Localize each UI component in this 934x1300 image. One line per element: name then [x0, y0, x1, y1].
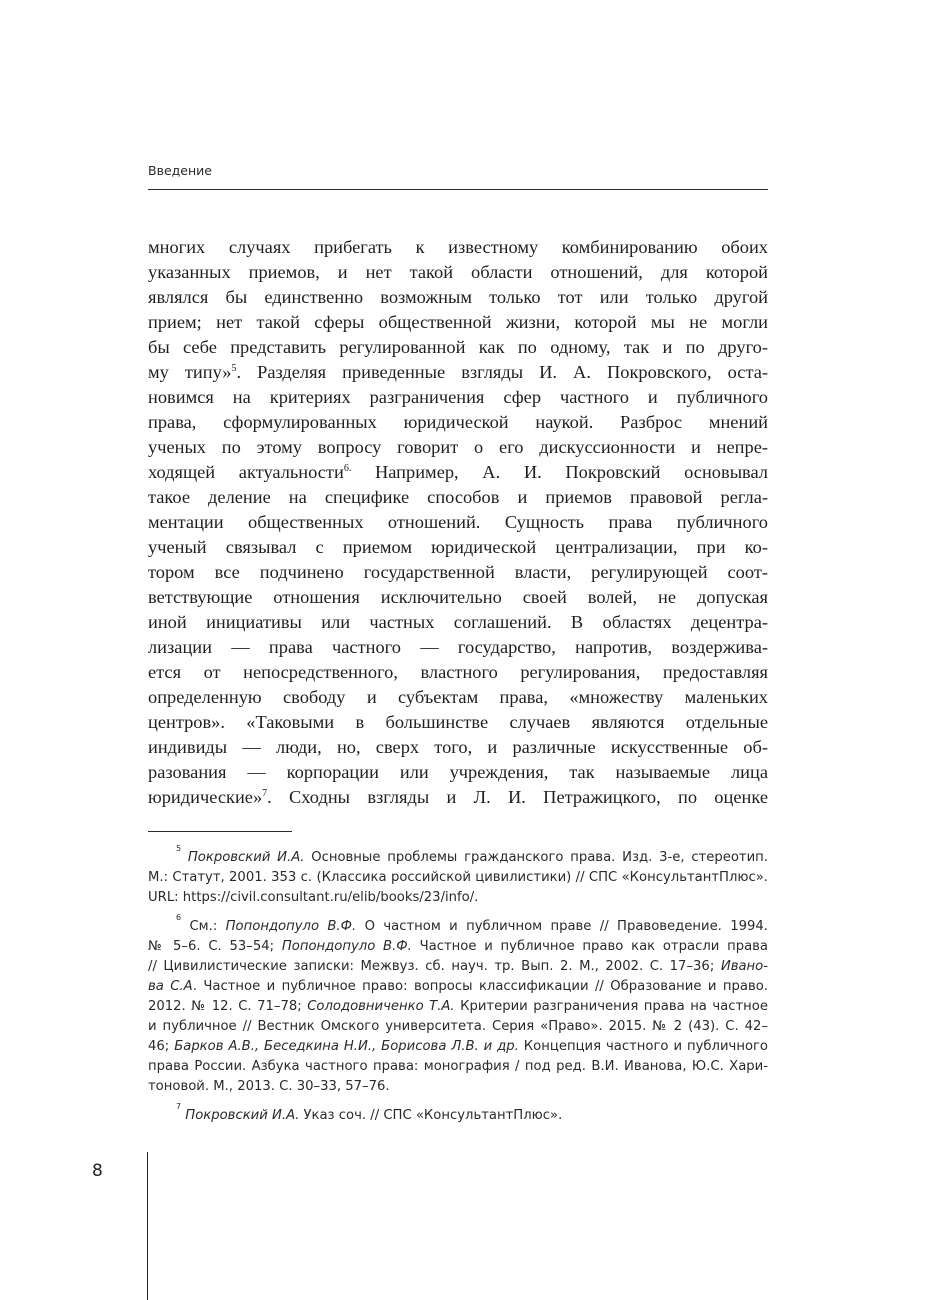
footnote-line: М.: Статут, 2001. 353 с. (Классика российской цивилистики) // СПС «КонсультантПлюс». [148, 870, 768, 885]
header-divider [148, 189, 768, 190]
citation-text: Частное и публичное право как отрасли права [411, 939, 768, 954]
citation-text: Критерии разграничения права на частное [454, 999, 768, 1014]
author-name: Покровский И.А. [187, 850, 305, 865]
footnote-line [148, 937, 768, 957]
text-line: лизации — права частного — государство, напротив, воздержива- [148, 637, 768, 657]
text-fragment: му типу» [148, 362, 232, 382]
author-name: Ивано- [720, 959, 768, 974]
text-line: иной инициативы или частных соглашений. В областях децентра- [148, 612, 768, 632]
footnote-line [148, 977, 768, 997]
author-name: Покровский И.А. [185, 1108, 300, 1123]
citation-text: Указ соч. // СПС «КонсультантПлюс». [299, 1108, 563, 1123]
running-header: Введение [148, 163, 212, 178]
text-fragment: юридические» [148, 787, 263, 807]
text-fragment: . Разделяя приведенные взгляды И. А. Покровского, оста- [236, 362, 768, 382]
citation-text: О частном и публичном праве // Правоведение. 1994. [356, 919, 769, 934]
page-number-rule [147, 1152, 148, 1300]
author-name: Попондопуло В.Ф. [281, 939, 412, 954]
text-line: такое деление на специфике способов и приемов правовой регла- [148, 487, 768, 507]
text-line: определенную свободу и субъектам права, «множеству маленьких [148, 687, 768, 707]
footnote-ref-6[interactable]: 6. [343, 463, 352, 474]
citation-text: См.: [181, 919, 226, 934]
citation-text: № 5–6. С. 53–54; [148, 939, 282, 954]
footnote-divider [148, 831, 292, 832]
text-line: ментации общественных отношений. Сущность права публичного [148, 512, 768, 532]
footnote-line: тоновой. М., 2013. С. 30–33, 57–76. [148, 1079, 390, 1094]
text-fragment: . Сходны взгляды и Л. И. Петражицкого, по оценке [267, 787, 768, 807]
text-line: ется от непосредственного, властного регулирования, предоставляя [148, 662, 768, 682]
citation-text: 2012. № 12. С. 71–78; [148, 999, 308, 1014]
citation-text: // Цивилистические записки: Межвуз. сб. науч. тр. Вып. 2. М., 2002. С. 17–36; [148, 959, 721, 974]
text-line: ученых по этому вопросу говорит о его дискуссионности и непре- [148, 437, 768, 457]
text-line: бы себе представить регулированной как по одному, так и по друго- [148, 337, 768, 357]
text-line: многих случаях прибегать к известному комбинированию обоих [148, 237, 768, 257]
text-line [148, 360, 768, 385]
author-name: Солодовниченко Т.А. [307, 999, 455, 1014]
footnote-ref-7[interactable]: 7 [262, 788, 268, 799]
footnote-number: 5 [176, 843, 182, 853]
footnote-line [148, 957, 768, 977]
text-line: ученый связывал с приемом юридической централизации, при ко- [148, 537, 768, 557]
footnote-line [148, 1101, 768, 1126]
author-name: ва С.А [148, 979, 193, 994]
footnote-ref-5[interactable]: 5 [231, 363, 237, 374]
text-line [148, 460, 768, 485]
text-line: новимся на критериях разграничения сфер частного и публичного [148, 387, 768, 407]
main-text [148, 235, 768, 810]
footnote-line [148, 1037, 768, 1057]
citation-text: Концепция частного и публичного [518, 1039, 769, 1054]
footnote-number: 7 [176, 1101, 182, 1111]
text-line [148, 785, 768, 810]
text-line: являлся бы единственно возможным только тот или только другой [148, 287, 768, 307]
page-number: 8 [92, 1161, 103, 1181]
text-fragment: ходящей актуальности [148, 462, 344, 482]
text-fragment: Например, А. И. Покровский основывал [351, 462, 768, 482]
text-line: указанных приемов, и нет такой области отношений, для которой [148, 262, 768, 282]
citation-text: 46; [148, 1039, 175, 1054]
footnote-line: и публичное // Вестник Омского университета. Серия «Право». 2015. № 2 (43). С. 42– [148, 1019, 768, 1034]
footnote-line: URL: https://civil.consultant.ru/elib/books/23/info/. [148, 890, 479, 905]
footnote-line: права России. Азбука частного права: монография / под ред. В.И. Иванова, Ю.С. Хари- [148, 1059, 768, 1074]
citation-text: Основные проблемы гражданского права. Изд. 3-е, стереотип. [304, 850, 768, 865]
footnote-line [148, 843, 768, 868]
author-name: Барков А.В., Беседкина Н.И., Борисова Л.В. и др. [174, 1039, 519, 1054]
footnotes [148, 843, 769, 1135]
text-line: тором все подчинено государственной власти, регулирующей соот- [148, 562, 768, 582]
text-line: индивиды — люди, но, сверх того, и различные искусственные об- [148, 737, 768, 757]
footnote-line [148, 997, 768, 1017]
text-line: прием; нет такой сферы общественной жизни, которой мы не могли [148, 312, 768, 332]
footnote-number: 6 [176, 912, 182, 922]
footnote-7 [148, 1101, 768, 1126]
text-line: разования — корпорации или учреждения, так называемые лица [148, 762, 768, 782]
author-name: Попондопуло В.Ф. [225, 919, 357, 934]
citation-text: . Частное и публичное право: вопросы классификации // Образование и право. [192, 979, 768, 994]
text-line: ветствующие отношения исключительно своей волей, не допуская [148, 587, 768, 607]
text-line: центров». «Таковыми в большинстве случаев являются отдельные [148, 712, 768, 732]
footnote-5 [148, 843, 768, 908]
footnote-line [148, 912, 769, 937]
footnote-6 [148, 912, 769, 1097]
text-line: права, сформулированных юридической наукой. Разброс мнений [148, 412, 768, 432]
